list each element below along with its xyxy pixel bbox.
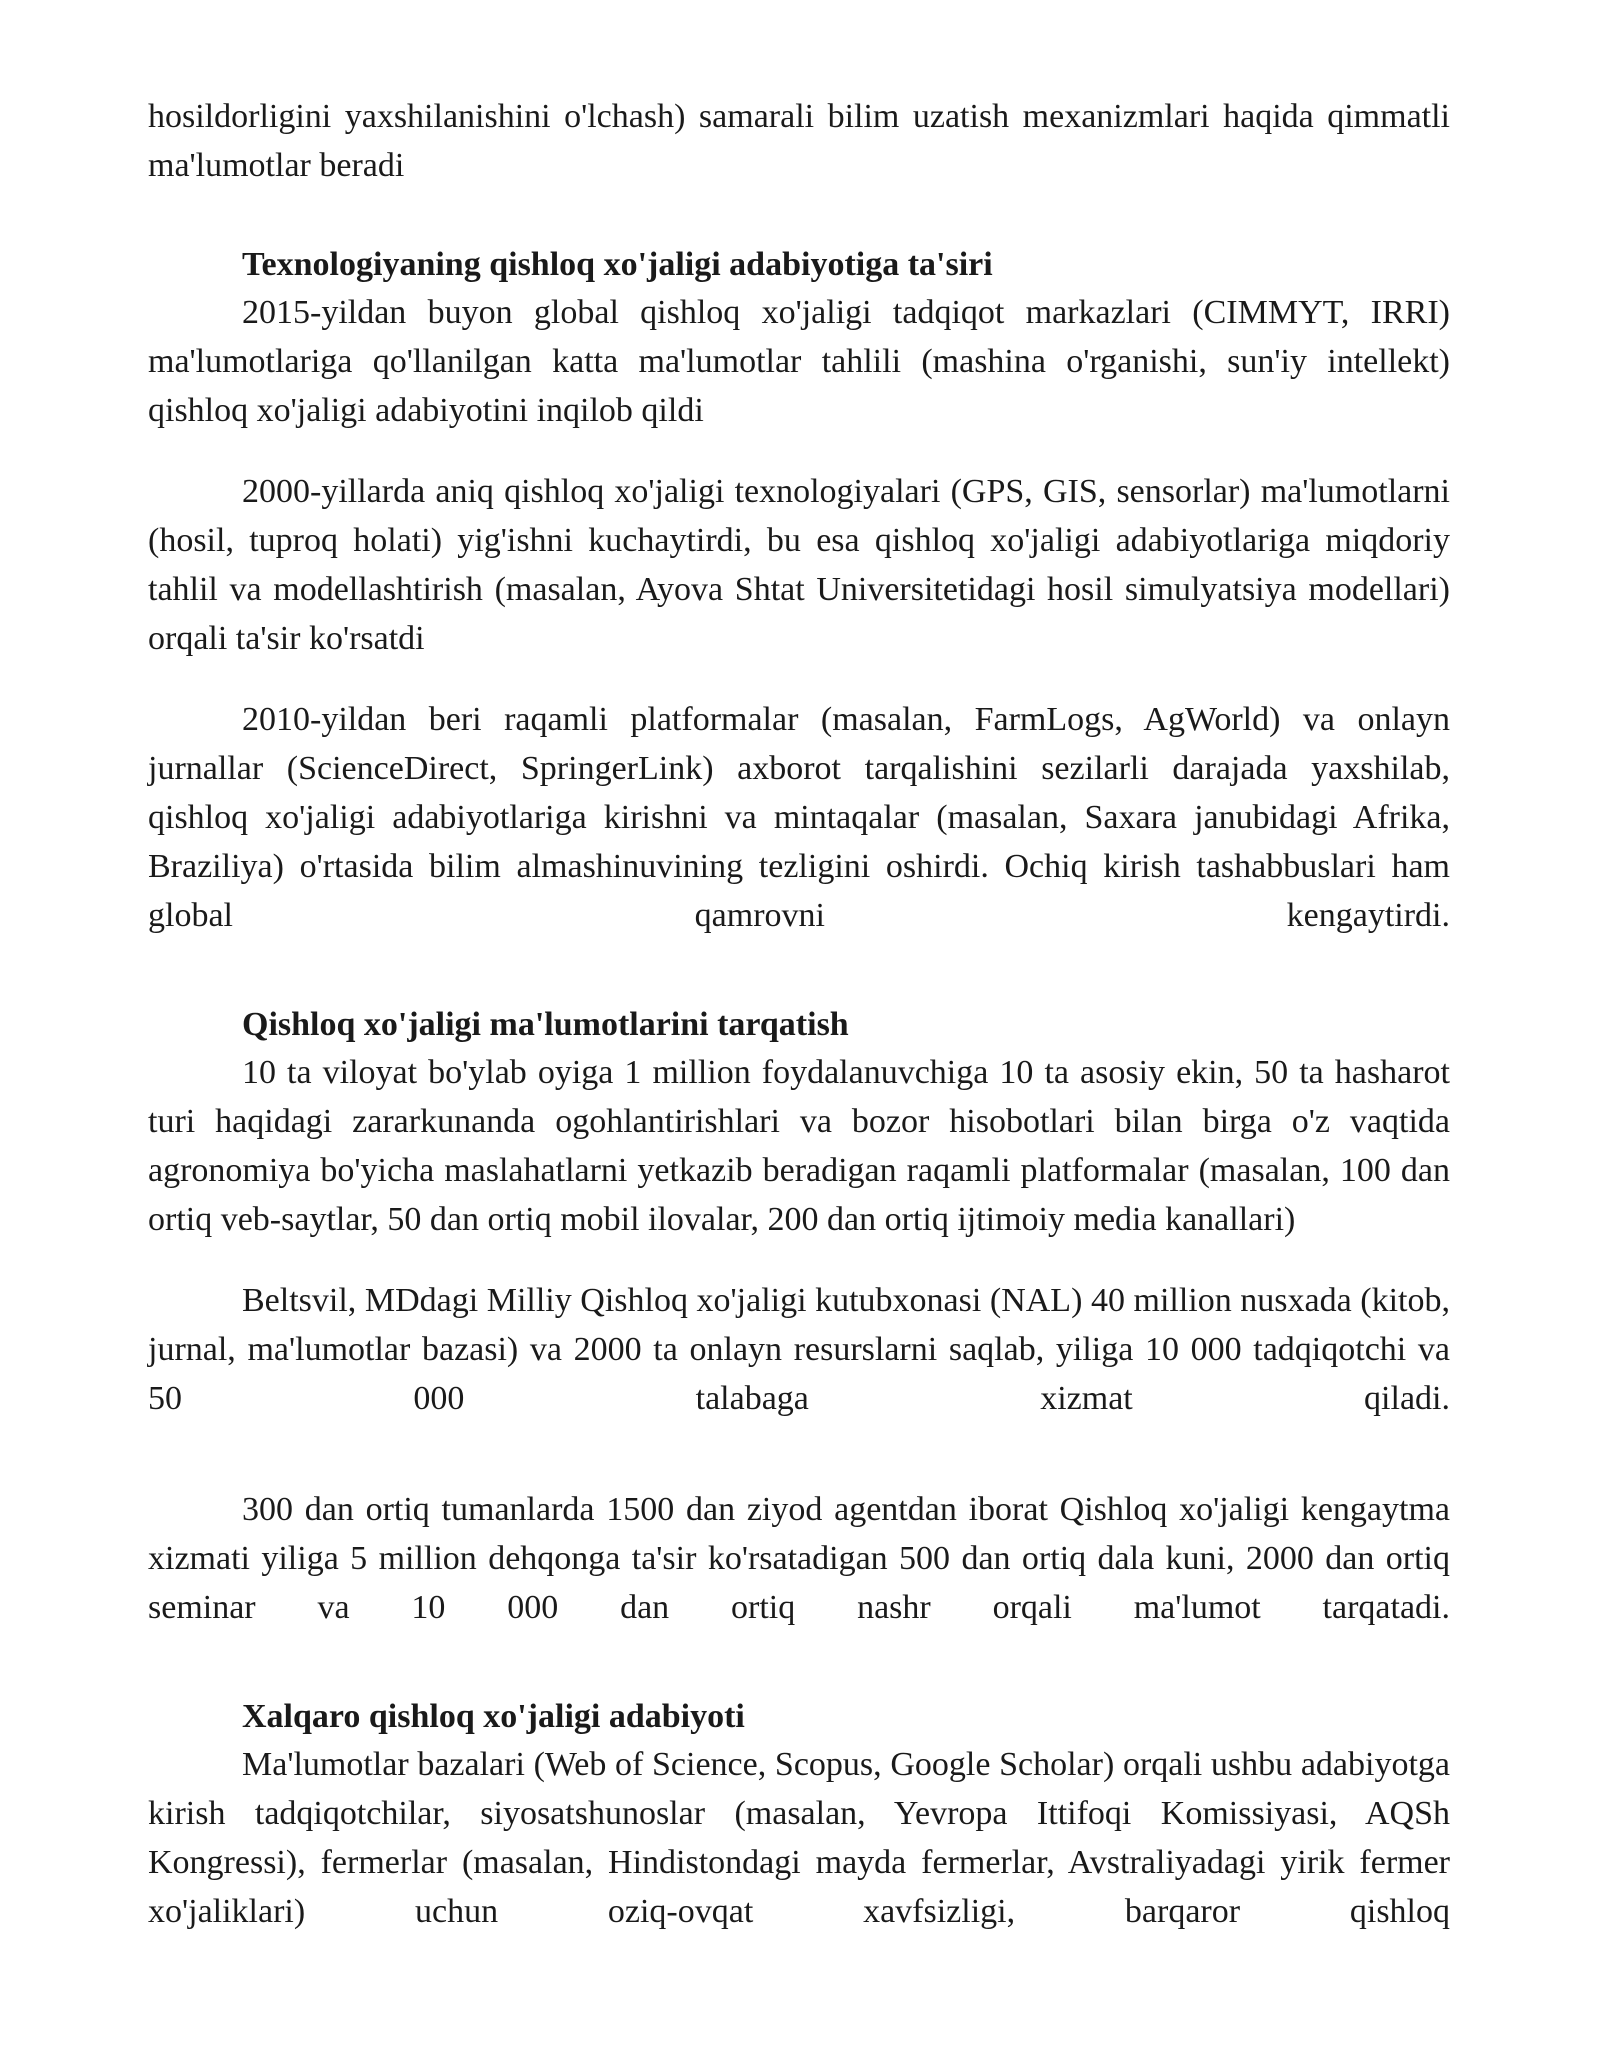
section-heading-technology-impact: Texnologiyaning qishloq xo'jaligi adabiyotiga ta'siri [242, 246, 993, 283]
paragraph-national-library: Beltsvil, MDdagi Milliy Qishloq xo'jaligi kutubxonasi (NAL) 40 million nusxada (kitob, jurnal, ma'lumotlar bazasi) va 2000 ta onlayn resurslarni saqlab, yiliga 10 000 tadqiqotchi va 50 000 talabaga xizmat qiladi. [148, 1282, 1450, 1417]
paragraph-extension-service: 300 dan ortiq tumanlarda 1500 dan ziyod agentdan iborat Qishloq xo'jaligi kengaytma xizmati yiliga 5 million dehqonga ta'sir ko'rsatadigan 500 dan ortiq dala kuni, 2000 dan ortiq seminar va 10 000 dan ortiq nashr orqali ma'lumot tarqatadi. [148, 1491, 1450, 1626]
section-heading-international-literature: Xalqaro qishloq xo'jaligi adabiyoti [242, 1698, 745, 1735]
paragraph-continuation: hosildorligini yaxshilanishini o'lchash) samarali bilim uzatish mexanizmlari haqida qimmatli ma'lumotlar beradi [148, 98, 1450, 184]
paragraph-digital-platforms: 2010-yildan beri raqamli platformalar (masalan, FarmLogs, AgWorld) va onlayn jurnallar (ScienceDirect, SpringerLink) axborot tarqalishini sezilarli darajada yaxshilab, qishloq xo'jaligi adabiyotlariga kirishni va mintaqalar (masalan, Saxara janubidagi Afrika, Braziliya) o'rtasida bilim almashinuvining tezligini oshirdi. Ochiq kirish tashabbuslari ham global qamrovni kengaytirdi. [148, 701, 1450, 934]
paragraph-precision-agriculture: 2000-yillarda aniq qishloq xo'jaligi texnologiyalari (GPS, GIS, sensorlar) ma'lumotlarni (hosil, tuproq holati) yig'ishni kuchaytirdi, bu esa qishloq xo'jaligi adabiyotlariga miqdoriy tahlil va modellashtirish (masalan, Ayova Shtat Universitetidagi hosil simulyatsiya modellari) orqali ta'sir ko'rsatdi [148, 473, 1450, 657]
paragraph-big-data: 2015-yildan buyon global qishloq xo'jaligi tadqiqot markazlari (CIMMYT, IRRI) ma'lumotlariga qo'llanilgan katta ma'lumotlar tahlili (mashina o'rganishi, sun'iy intellekt) qishloq xo'jaligi adabiyotini inqilob qildi [148, 294, 1450, 429]
paragraph-advisory-platforms: 10 ta viloyat bo'ylab oyiga 1 million foydalanuvchiga 10 ta asosiy ekin, 50 ta hasharot turi haqidagi zararkunanda ogohlantirishlari va bozor hisobotlari bilan birga o'z vaqtida agronomiya bo'yicha maslahatlarni yetkazib beradigan raqamli platformalar (masalan, 100 dan ortiq veb-saytlar, 50 dan ortiq mobil ilovalar, 200 dan ortiq ijtimoiy media kanallari) [148, 1054, 1450, 1238]
document-page [148, 92, 1450, 1936]
section-heading-information-dissemination: Qishloq xo'jaligi ma'lumotlarini tarqatish [242, 1006, 849, 1043]
paragraph-databases-access: Ma'lumotlar bazalari (Web of Science, Scopus, Google Scholar) orqali ushbu adabiyotga kirish tadqiqotchilar, siyosatshunoslar (masalan, Yevropa Ittifoqi Komissiyasi, AQSh Kongressi), fermerlar (masalan, Hindistondagi mayda fermerlar, Avstraliyadagi yirik fermer xo'jaliklari) uchun oziq-ovqat xavfsizligi, barqaror qishloq [148, 1746, 1450, 1930]
